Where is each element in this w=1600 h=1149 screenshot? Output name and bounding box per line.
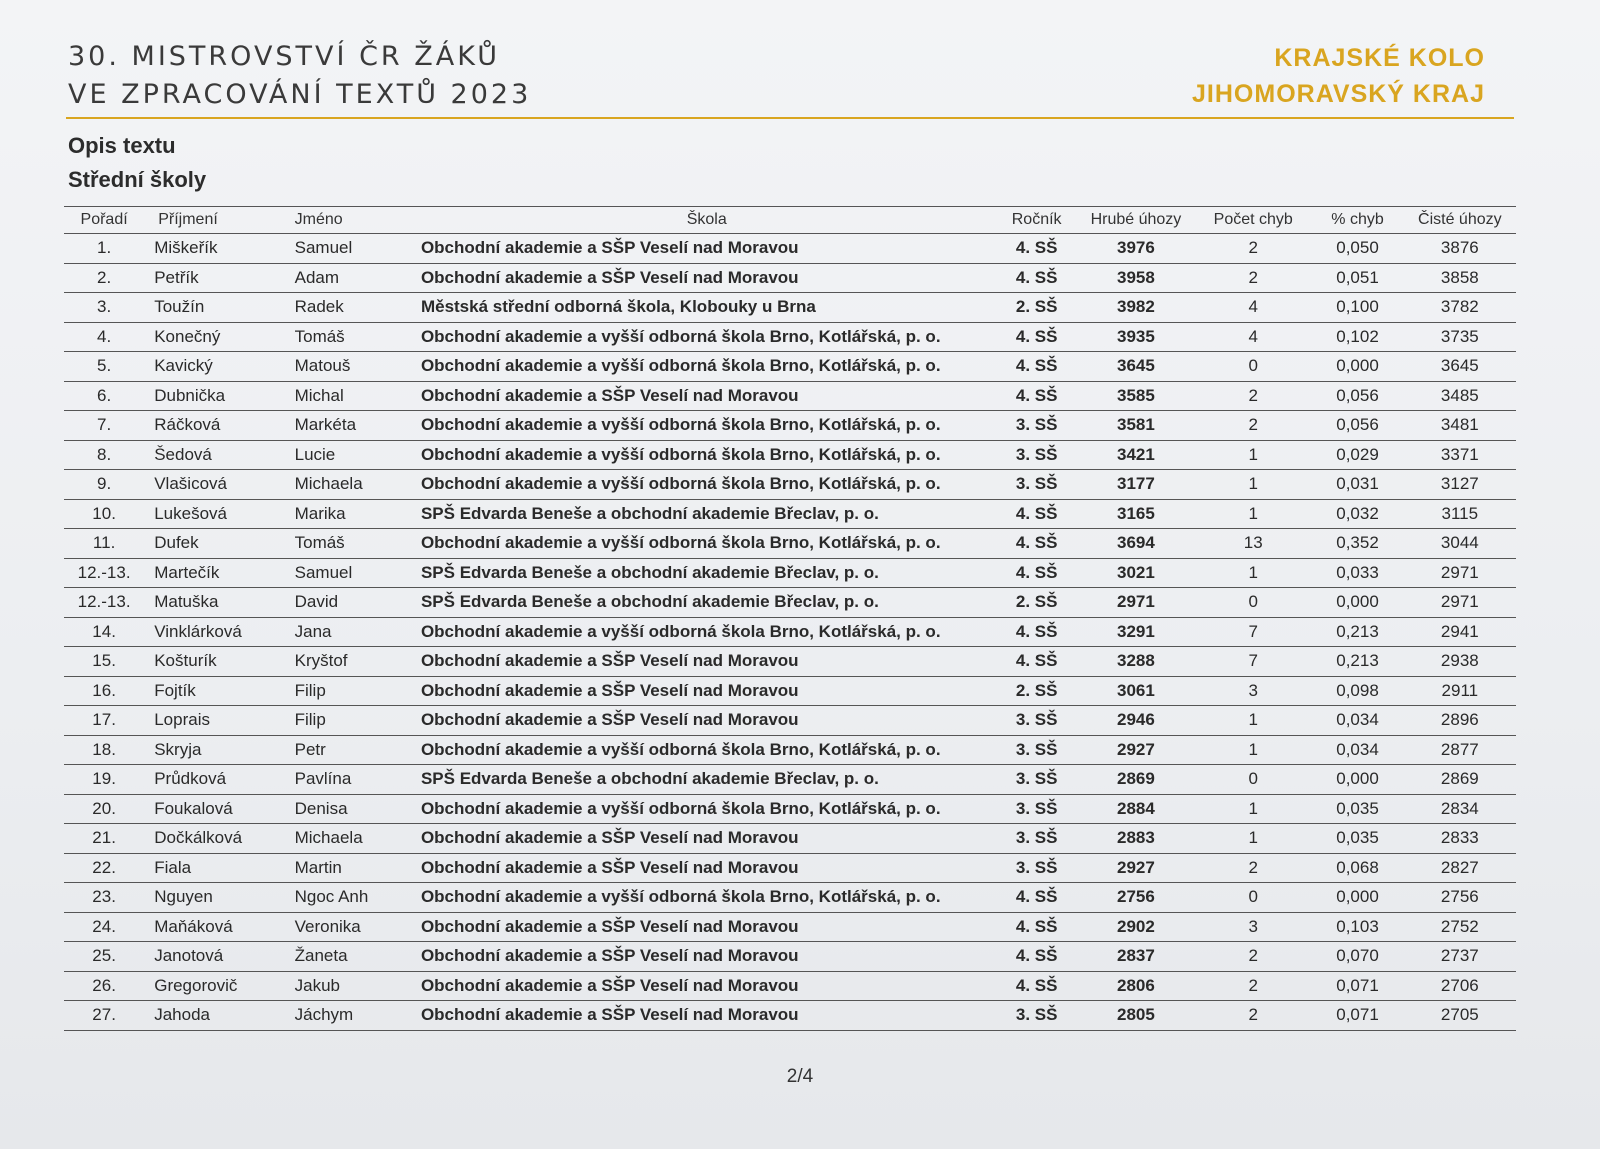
- cell-school: Obchodní akademie a vyšší odborná škola Brno, Kotlářská, p. o.: [417, 322, 997, 352]
- cell-surname: Lukešová: [144, 499, 290, 529]
- cell-net-strokes: 2941: [1404, 617, 1516, 647]
- table-row: [64, 942, 1516, 972]
- cell-surname: Foukalová: [144, 794, 290, 824]
- table-row: [64, 647, 1516, 677]
- cell-surname: Martečík: [144, 558, 290, 588]
- cell-gross-strokes: 2883: [1077, 824, 1195, 854]
- cell-net-strokes: 3371: [1404, 440, 1516, 470]
- cell-firstname: Pavlína: [291, 765, 417, 795]
- cell-surname: Dočkálková: [144, 824, 290, 854]
- cell-net-strokes: 2911: [1404, 676, 1516, 706]
- cell-grade: 4. SŠ: [997, 883, 1077, 913]
- cell-error-percent: 0,035: [1311, 824, 1403, 854]
- cell-net-strokes: 3645: [1404, 352, 1516, 382]
- cell-school: SPŠ Edvarda Beneše a obchodní akademie Břeclav, p. o.: [417, 558, 997, 588]
- cell-school: SPŠ Edvarda Beneše a obchodní akademie Břeclav, p. o.: [417, 499, 997, 529]
- cell-error-percent: 0,029: [1311, 440, 1403, 470]
- cell-gross-strokes: 3177: [1077, 470, 1195, 500]
- table-row: [64, 499, 1516, 529]
- cell-rank: 6.: [64, 381, 144, 411]
- cell-gross-strokes: 3976: [1077, 234, 1195, 264]
- cell-error-percent: 0,000: [1311, 352, 1403, 382]
- cell-error-percent: 0,352: [1311, 529, 1403, 559]
- cell-rank: 1.: [64, 234, 144, 264]
- cell-grade: 4. SŠ: [997, 381, 1077, 411]
- cell-rank: 11.: [64, 529, 144, 559]
- cell-gross-strokes: 2927: [1077, 853, 1195, 883]
- round-region-label: [1192, 40, 1485, 112]
- cell-school: Obchodní akademie a SŠP Veselí nad Moravou: [417, 676, 997, 706]
- cell-firstname: Michaela: [291, 824, 417, 854]
- cell-error-count: 2: [1195, 1001, 1311, 1031]
- cell-gross-strokes: 3021: [1077, 558, 1195, 588]
- cell-rank: 19.: [64, 765, 144, 795]
- cell-rank: 24.: [64, 912, 144, 942]
- cell-error-count: 13: [1195, 529, 1311, 559]
- table-row: [64, 853, 1516, 883]
- table-row: [64, 794, 1516, 824]
- cell-firstname: Adam: [291, 263, 417, 293]
- cell-gross-strokes: 3585: [1077, 381, 1195, 411]
- cell-rank: 2.: [64, 263, 144, 293]
- cell-error-percent: 0,000: [1311, 588, 1403, 618]
- cell-error-count: 2: [1195, 971, 1311, 1001]
- cell-firstname: Filip: [291, 676, 417, 706]
- cell-error-percent: 0,000: [1311, 765, 1403, 795]
- cell-error-count: 4: [1195, 293, 1311, 323]
- cell-net-strokes: 2834: [1404, 794, 1516, 824]
- cell-surname: Vlašicová: [144, 470, 290, 500]
- cell-surname: Miškeřík: [144, 234, 290, 264]
- cell-error-count: 1: [1195, 558, 1311, 588]
- cell-rank: 10.: [64, 499, 144, 529]
- cell-net-strokes: 2706: [1404, 971, 1516, 1001]
- table-row: [64, 263, 1516, 293]
- cell-grade: 4. SŠ: [997, 234, 1077, 264]
- cell-firstname: Jana: [291, 617, 417, 647]
- cell-error-count: 0: [1195, 883, 1311, 913]
- cell-error-percent: 0,056: [1311, 411, 1403, 441]
- cell-firstname: Tomáš: [291, 322, 417, 352]
- cell-grade: 4. SŠ: [997, 263, 1077, 293]
- cell-grade: 4. SŠ: [997, 499, 1077, 529]
- table-row: [64, 883, 1516, 913]
- cell-net-strokes: 2756: [1404, 883, 1516, 913]
- cell-firstname: Tomáš: [291, 529, 417, 559]
- cell-grade: 3. SŠ: [997, 411, 1077, 441]
- document-title: [68, 38, 531, 114]
- cell-surname: Janotová: [144, 942, 290, 972]
- cell-net-strokes: 3044: [1404, 529, 1516, 559]
- cell-error-count: 1: [1195, 794, 1311, 824]
- section-subtitle: Střední školy: [68, 167, 207, 192]
- cell-gross-strokes: 3291: [1077, 617, 1195, 647]
- table-body: [64, 234, 1516, 1031]
- cell-net-strokes: 3735: [1404, 322, 1516, 352]
- cell-error-count: 2: [1195, 853, 1311, 883]
- cell-gross-strokes: 2884: [1077, 794, 1195, 824]
- cell-school: Obchodní akademie a vyšší odborná škola Brno, Kotlářská, p. o.: [417, 735, 997, 765]
- cell-surname: Dufek: [144, 529, 290, 559]
- cell-gross-strokes: 2837: [1077, 942, 1195, 972]
- cell-net-strokes: 3127: [1404, 470, 1516, 500]
- cell-surname: Matuška: [144, 588, 290, 618]
- cell-gross-strokes: 2869: [1077, 765, 1195, 795]
- cell-rank: 18.: [64, 735, 144, 765]
- cell-net-strokes: 2752: [1404, 912, 1516, 942]
- cell-school: Obchodní akademie a vyšší odborná škola Brno, Kotlářská, p. o.: [417, 352, 997, 382]
- table-row: [64, 322, 1516, 352]
- cell-firstname: Samuel: [291, 558, 417, 588]
- cell-net-strokes: 2869: [1404, 765, 1516, 795]
- cell-grade: 3. SŠ: [997, 735, 1077, 765]
- cell-firstname: Martin: [291, 853, 417, 883]
- cell-grade: 3. SŠ: [997, 794, 1077, 824]
- cell-firstname: Kryštof: [291, 647, 417, 677]
- cell-gross-strokes: 2946: [1077, 706, 1195, 736]
- cell-error-count: 7: [1195, 617, 1311, 647]
- cell-error-percent: 0,000: [1311, 883, 1403, 913]
- cell-surname: Dubnička: [144, 381, 290, 411]
- cell-firstname: Michaela: [291, 470, 417, 500]
- cell-firstname: Radek: [291, 293, 417, 323]
- cell-surname: Petřík: [144, 263, 290, 293]
- cell-rank: 21.: [64, 824, 144, 854]
- cell-surname: Loprais: [144, 706, 290, 736]
- cell-error-count: 3: [1195, 912, 1311, 942]
- cell-school: Obchodní akademie a vyšší odborná škola Brno, Kotlářská, p. o.: [417, 617, 997, 647]
- cell-firstname: Veronika: [291, 912, 417, 942]
- cell-gross-strokes: 3421: [1077, 440, 1195, 470]
- results-table: [64, 206, 1516, 1031]
- cell-surname: Maňáková: [144, 912, 290, 942]
- cell-rank: 8.: [64, 440, 144, 470]
- cell-surname: Ráčková: [144, 411, 290, 441]
- cell-net-strokes: 3876: [1404, 234, 1516, 264]
- cell-grade: 2. SŠ: [997, 293, 1077, 323]
- cell-grade: 4. SŠ: [997, 558, 1077, 588]
- cell-gross-strokes: 2927: [1077, 735, 1195, 765]
- cell-firstname: David: [291, 588, 417, 618]
- cell-net-strokes: 2737: [1404, 942, 1516, 972]
- page-number: 2/4: [786, 1066, 814, 1087]
- cell-error-count: 1: [1195, 440, 1311, 470]
- title-line-1: 30. MISTROVSTVÍ ČR ŽÁKŮ: [68, 41, 500, 72]
- cell-firstname: Denisa: [291, 794, 417, 824]
- cell-grade: 4. SŠ: [997, 352, 1077, 382]
- cell-school: Obchodní akademie a vyšší odborná škola Brno, Kotlářská, p. o.: [417, 470, 997, 500]
- cell-school: Obchodní akademie a SŠP Veselí nad Moravou: [417, 942, 997, 972]
- col-header-school: Škola: [417, 207, 997, 234]
- cell-error-percent: 0,056: [1311, 381, 1403, 411]
- cell-rank: 22.: [64, 853, 144, 883]
- cell-school: Obchodní akademie a vyšší odborná škola Brno, Kotlářská, p. o.: [417, 440, 997, 470]
- cell-firstname: Ngoc Anh: [291, 883, 417, 913]
- cell-rank: 9.: [64, 470, 144, 500]
- cell-error-count: 1: [1195, 706, 1311, 736]
- cell-grade: 3. SŠ: [997, 853, 1077, 883]
- cell-surname: Toužín: [144, 293, 290, 323]
- cell-gross-strokes: 3694: [1077, 529, 1195, 559]
- cell-grade: 2. SŠ: [997, 588, 1077, 618]
- cell-grade: 3. SŠ: [997, 706, 1077, 736]
- cell-rank: 15.: [64, 647, 144, 677]
- cell-firstname: Jáchym: [291, 1001, 417, 1031]
- cell-firstname: Marika: [291, 499, 417, 529]
- cell-rank: 27.: [64, 1001, 144, 1031]
- table-row: [64, 293, 1516, 323]
- cell-firstname: Michal: [291, 381, 417, 411]
- table-row: [64, 1001, 1516, 1031]
- cell-rank: 12.-13.: [64, 558, 144, 588]
- cell-rank: 23.: [64, 883, 144, 913]
- cell-school: Obchodní akademie a SŠP Veselí nad Moravou: [417, 647, 997, 677]
- cell-error-count: 3: [1195, 676, 1311, 706]
- col-header-surname: Příjmení: [144, 207, 290, 234]
- cell-rank: 16.: [64, 676, 144, 706]
- cell-gross-strokes: 3061: [1077, 676, 1195, 706]
- cell-school: SPŠ Edvarda Beneše a obchodní akademie Břeclav, p. o.: [417, 765, 997, 795]
- cell-school: Obchodní akademie a SŠP Veselí nad Moravou: [417, 234, 997, 264]
- cell-error-percent: 0,031: [1311, 470, 1403, 500]
- cell-school: Obchodní akademie a SŠP Veselí nad Moravou: [417, 1001, 997, 1031]
- cell-error-percent: 0,051: [1311, 263, 1403, 293]
- cell-error-count: 2: [1195, 234, 1311, 264]
- cell-grade: 3. SŠ: [997, 1001, 1077, 1031]
- cell-surname: Šedová: [144, 440, 290, 470]
- header-divider: [66, 117, 1514, 119]
- table-row: [64, 735, 1516, 765]
- cell-rank: 25.: [64, 942, 144, 972]
- col-header-error-percent: % chyb: [1311, 207, 1403, 234]
- cell-school: SPŠ Edvarda Beneše a obchodní akademie Břeclav, p. o.: [417, 588, 997, 618]
- cell-net-strokes: 2971: [1404, 588, 1516, 618]
- cell-net-strokes: 2938: [1404, 647, 1516, 677]
- cell-school: Obchodní akademie a SŠP Veselí nad Moravou: [417, 263, 997, 293]
- cell-error-count: 0: [1195, 765, 1311, 795]
- cell-grade: 4. SŠ: [997, 647, 1077, 677]
- cell-school: Obchodní akademie a vyšší odborná škola Brno, Kotlářská, p. o.: [417, 883, 997, 913]
- table-header-row: [64, 207, 1516, 234]
- cell-error-count: 1: [1195, 735, 1311, 765]
- table-row: [64, 617, 1516, 647]
- cell-error-count: 1: [1195, 824, 1311, 854]
- cell-gross-strokes: 2806: [1077, 971, 1195, 1001]
- cell-rank: 7.: [64, 411, 144, 441]
- cell-surname: Fojtík: [144, 676, 290, 706]
- cell-grade: 3. SŠ: [997, 824, 1077, 854]
- table-row: [64, 912, 1516, 942]
- cell-surname: Kavický: [144, 352, 290, 382]
- table-row: [64, 440, 1516, 470]
- cell-error-count: 2: [1195, 411, 1311, 441]
- cell-error-percent: 0,068: [1311, 853, 1403, 883]
- table-row: [64, 529, 1516, 559]
- cell-school: Obchodní akademie a vyšší odborná škola Brno, Kotlářská, p. o.: [417, 411, 997, 441]
- cell-rank: 5.: [64, 352, 144, 382]
- cell-net-strokes: 2705: [1404, 1001, 1516, 1031]
- cell-rank: 4.: [64, 322, 144, 352]
- cell-error-percent: 0,213: [1311, 647, 1403, 677]
- cell-error-percent: 0,050: [1311, 234, 1403, 264]
- cell-net-strokes: 3485: [1404, 381, 1516, 411]
- cell-gross-strokes: 3288: [1077, 647, 1195, 677]
- cell-net-strokes: 2971: [1404, 558, 1516, 588]
- cell-error-percent: 0,032: [1311, 499, 1403, 529]
- cell-error-count: 7: [1195, 647, 1311, 677]
- cell-rank: 17.: [64, 706, 144, 736]
- cell-error-count: 2: [1195, 942, 1311, 972]
- cell-error-percent: 0,071: [1311, 971, 1403, 1001]
- cell-surname: Průdková: [144, 765, 290, 795]
- cell-gross-strokes: 3982: [1077, 293, 1195, 323]
- cell-grade: 4. SŠ: [997, 617, 1077, 647]
- cell-grade: 4. SŠ: [997, 942, 1077, 972]
- title-line-2: VE ZPRACOVÁNÍ TEXTŮ 2023: [68, 79, 532, 110]
- cell-net-strokes: 3481: [1404, 411, 1516, 441]
- table-row: [64, 352, 1516, 382]
- table-row: [64, 234, 1516, 264]
- table-row: [64, 824, 1516, 854]
- cell-firstname: Jakub: [291, 971, 417, 1001]
- cell-school: Obchodní akademie a SŠP Veselí nad Moravou: [417, 971, 997, 1001]
- cell-firstname: Markéta: [291, 411, 417, 441]
- cell-gross-strokes: 3581: [1077, 411, 1195, 441]
- cell-error-count: 4: [1195, 322, 1311, 352]
- cell-school: Obchodní akademie a SŠP Veselí nad Moravou: [417, 824, 997, 854]
- cell-error-percent: 0,102: [1311, 322, 1403, 352]
- col-header-error-count: Počet chyb: [1195, 207, 1311, 234]
- cell-error-count: 1: [1195, 470, 1311, 500]
- cell-error-percent: 0,213: [1311, 617, 1403, 647]
- col-header-gross-strokes: Hrubé úhozy: [1077, 207, 1195, 234]
- cell-surname: Nguyen: [144, 883, 290, 913]
- cell-rank: 26.: [64, 971, 144, 1001]
- cell-school: Obchodní akademie a SŠP Veselí nad Moravou: [417, 853, 997, 883]
- cell-error-percent: 0,100: [1311, 293, 1403, 323]
- cell-error-percent: 0,071: [1311, 1001, 1403, 1031]
- table-row: [64, 558, 1516, 588]
- cell-rank: 20.: [64, 794, 144, 824]
- cell-firstname: Žaneta: [291, 942, 417, 972]
- cell-surname: Vinklárková: [144, 617, 290, 647]
- cell-surname: Gregorovič: [144, 971, 290, 1001]
- cell-grade: 4. SŠ: [997, 912, 1077, 942]
- cell-net-strokes: 2827: [1404, 853, 1516, 883]
- cell-net-strokes: 2877: [1404, 735, 1516, 765]
- cell-rank: 12.-13.: [64, 588, 144, 618]
- cell-firstname: Samuel: [291, 234, 417, 264]
- cell-surname: Košturík: [144, 647, 290, 677]
- cell-gross-strokes: 2971: [1077, 588, 1195, 618]
- cell-error-percent: 0,035: [1311, 794, 1403, 824]
- cell-surname: Fiala: [144, 853, 290, 883]
- cell-firstname: Petr: [291, 735, 417, 765]
- table-row: [64, 706, 1516, 736]
- cell-gross-strokes: 3935: [1077, 322, 1195, 352]
- cell-grade: 2. SŠ: [997, 676, 1077, 706]
- table-row: [64, 765, 1516, 795]
- section-title: Opis textu: [68, 133, 176, 158]
- table-row: [64, 411, 1516, 441]
- cell-grade: 3. SŠ: [997, 470, 1077, 500]
- cell-net-strokes: 3858: [1404, 263, 1516, 293]
- cell-surname: Jahoda: [144, 1001, 290, 1031]
- cell-grade: 3. SŠ: [997, 765, 1077, 795]
- cell-error-count: 2: [1195, 263, 1311, 293]
- cell-error-count: 0: [1195, 588, 1311, 618]
- cell-school: Obchodní akademie a SŠP Veselí nad Moravou: [417, 912, 997, 942]
- col-header-grade: Ročník: [997, 207, 1077, 234]
- cell-error-percent: 0,098: [1311, 676, 1403, 706]
- cell-surname: Konečný: [144, 322, 290, 352]
- cell-gross-strokes: 2756: [1077, 883, 1195, 913]
- cell-firstname: Lucie: [291, 440, 417, 470]
- cell-net-strokes: 2896: [1404, 706, 1516, 736]
- cell-school: Obchodní akademie a vyšší odborná škola Brno, Kotlářská, p. o.: [417, 794, 997, 824]
- cell-net-strokes: 2833: [1404, 824, 1516, 854]
- round-label: KRAJSKÉ KOLO: [1274, 44, 1485, 72]
- cell-error-percent: 0,034: [1311, 735, 1403, 765]
- table-row: [64, 971, 1516, 1001]
- table-row: [64, 588, 1516, 618]
- col-header-rank: Pořadí: [64, 207, 144, 234]
- cell-error-percent: 0,070: [1311, 942, 1403, 972]
- col-header-firstname: Jméno: [291, 207, 417, 234]
- cell-gross-strokes: 2902: [1077, 912, 1195, 942]
- cell-rank: 3.: [64, 293, 144, 323]
- cell-firstname: Filip: [291, 706, 417, 736]
- cell-grade: 3. SŠ: [997, 440, 1077, 470]
- col-header-net-strokes: Čisté úhozy: [1404, 207, 1516, 234]
- cell-error-count: 0: [1195, 352, 1311, 382]
- cell-error-count: 1: [1195, 499, 1311, 529]
- region-label: JIHOMORAVSKÝ KRAJ: [1192, 80, 1485, 108]
- cell-error-percent: 0,103: [1311, 912, 1403, 942]
- cell-gross-strokes: 2805: [1077, 1001, 1195, 1031]
- cell-firstname: Matouš: [291, 352, 417, 382]
- cell-grade: 4. SŠ: [997, 529, 1077, 559]
- cell-rank: 14.: [64, 617, 144, 647]
- cell-error-percent: 0,033: [1311, 558, 1403, 588]
- cell-error-percent: 0,034: [1311, 706, 1403, 736]
- cell-net-strokes: 3782: [1404, 293, 1516, 323]
- cell-school: Obchodní akademie a vyšší odborná škola Brno, Kotlářská, p. o.: [417, 529, 997, 559]
- table-row: [64, 470, 1516, 500]
- cell-grade: 4. SŠ: [997, 971, 1077, 1001]
- cell-school: Obchodní akademie a SŠP Veselí nad Moravou: [417, 381, 997, 411]
- cell-gross-strokes: 3958: [1077, 263, 1195, 293]
- cell-net-strokes: 3115: [1404, 499, 1516, 529]
- cell-school: Obchodní akademie a SŠP Veselí nad Moravou: [417, 706, 997, 736]
- table-row: [64, 676, 1516, 706]
- cell-school: Městská střední odborná škola, Klobouky u Brna: [417, 293, 997, 323]
- cell-gross-strokes: 3645: [1077, 352, 1195, 382]
- cell-error-count: 2: [1195, 381, 1311, 411]
- cell-grade: 4. SŠ: [997, 322, 1077, 352]
- cell-gross-strokes: 3165: [1077, 499, 1195, 529]
- cell-surname: Skryja: [144, 735, 290, 765]
- table-row: [64, 381, 1516, 411]
